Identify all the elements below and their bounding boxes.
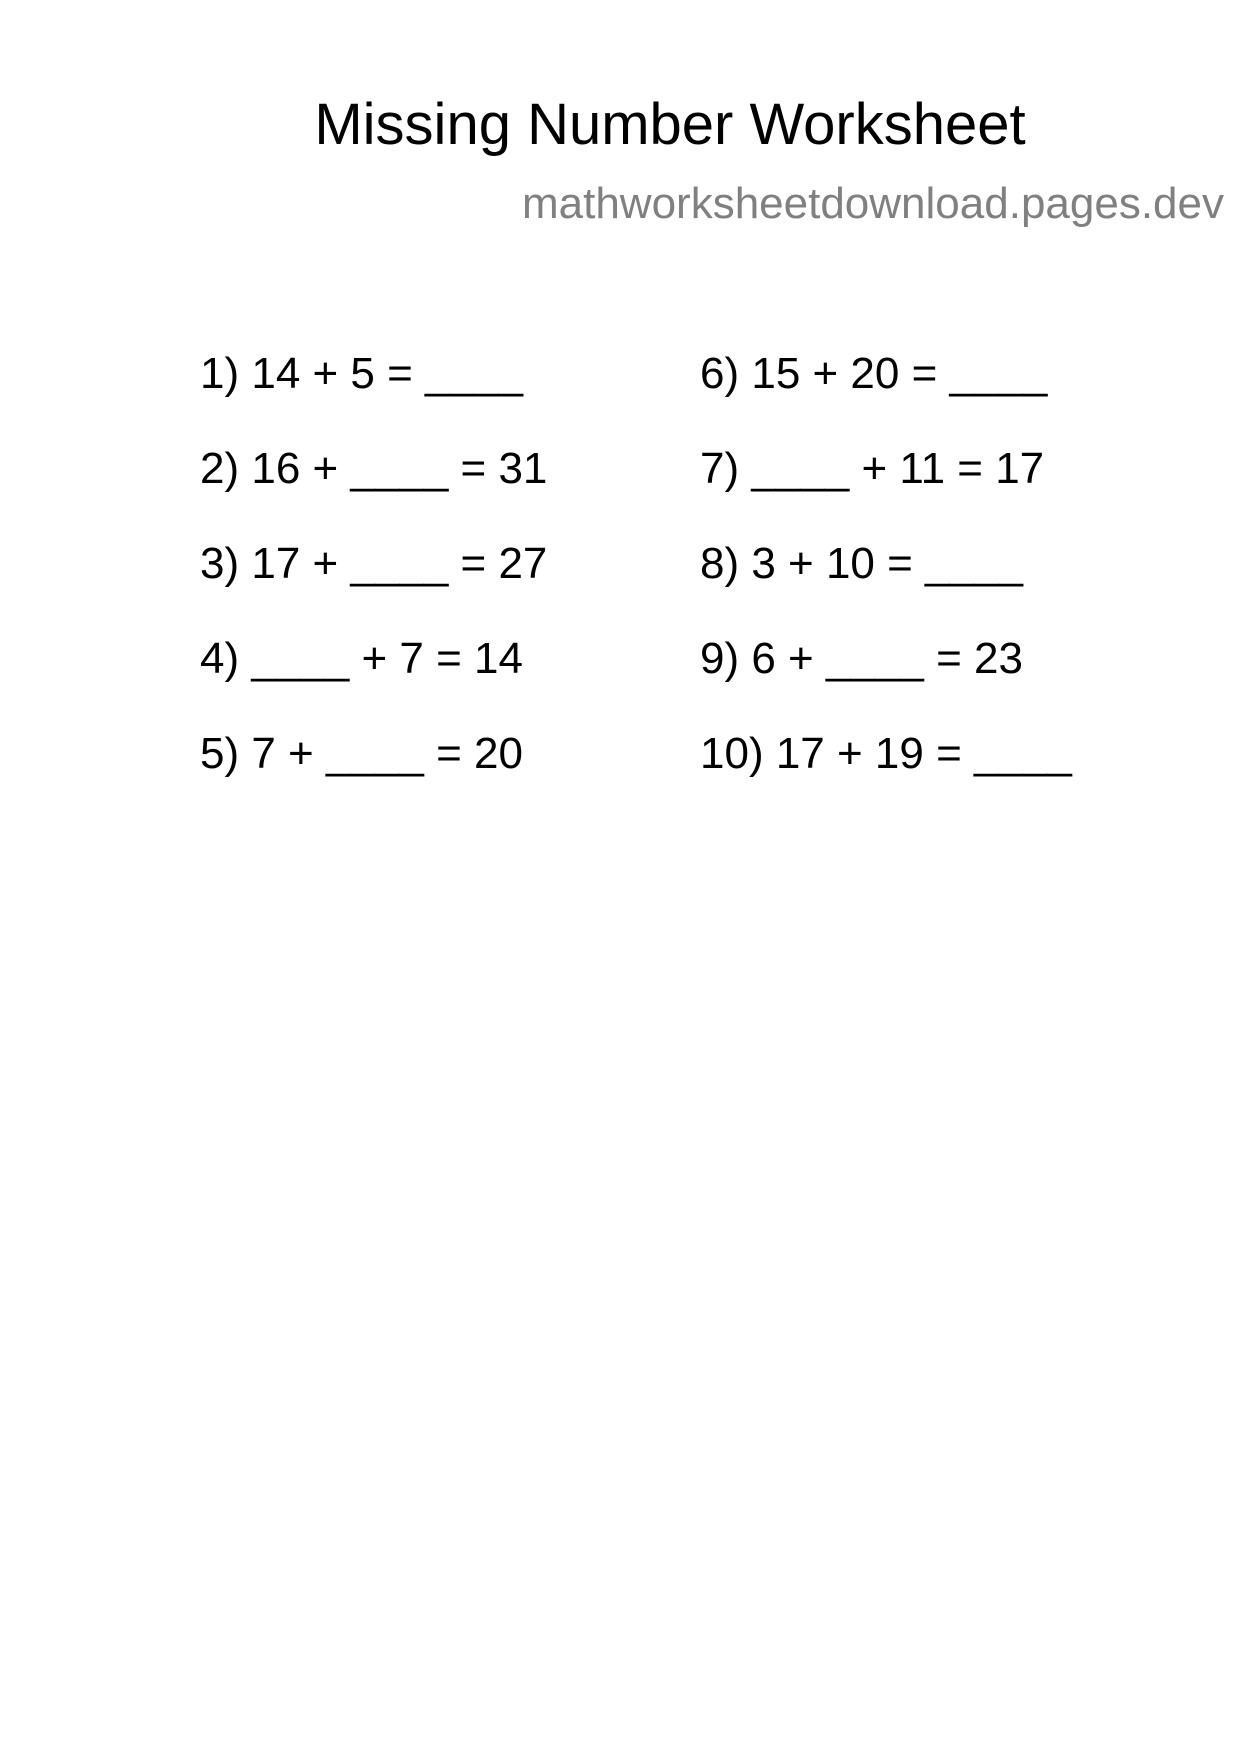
problem-2: 2) 16 + ____ = 31: [200, 444, 548, 493]
problem-9: 9) 6 + ____ = 23: [700, 634, 1023, 683]
problem-column-right: [700, 349, 1072, 827]
problem-1: 1) 14 + 5 = ____: [200, 349, 523, 398]
problem-10: 10) 17 + 19 = ____: [700, 729, 1072, 778]
problem-4: 4) ____ + 7 = 14: [200, 634, 523, 683]
problem-column-left: [200, 349, 548, 827]
problem-6: 6) 15 + 20 = ____: [700, 349, 1048, 398]
problem-7: 7) ____ + 11 = 17: [700, 444, 1045, 493]
site-url: mathworksheetdownload.pages.dev: [521, 179, 1224, 228]
problem-3: 3) 17 + ____ = 27: [200, 539, 548, 588]
problem-5: 5) 7 + ____ = 20: [200, 729, 523, 778]
problem-8: 8) 3 + 10 = ____: [700, 539, 1023, 588]
worksheet-title: Missing Number Worksheet: [314, 92, 1026, 157]
